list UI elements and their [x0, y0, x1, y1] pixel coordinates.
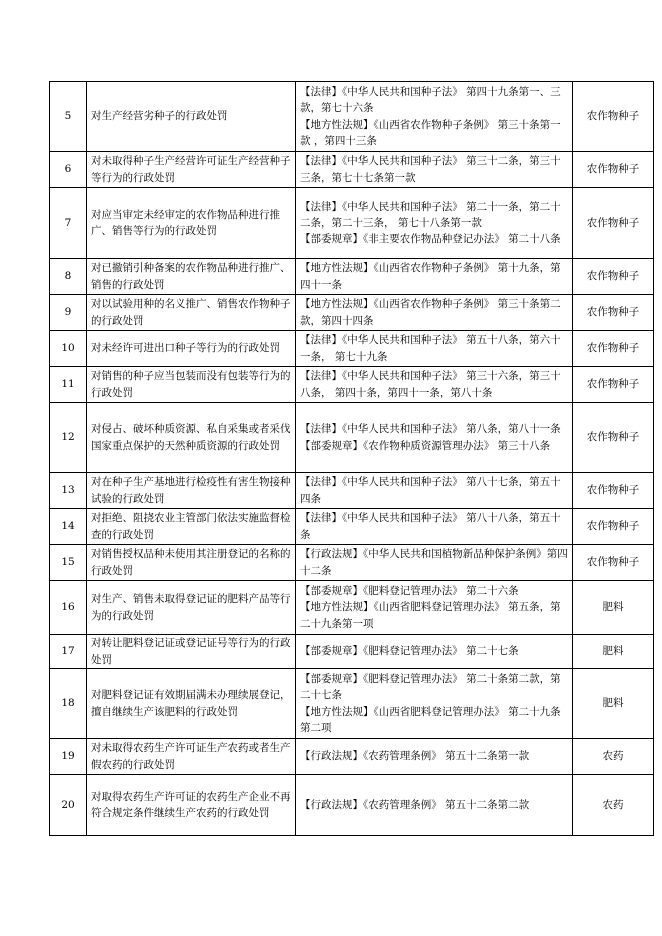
table-row — [50, 367, 654, 403]
table-body — [50, 82, 654, 836]
table-row — [50, 635, 654, 669]
legal-basis-line: 【行政法规】《农药管理条例》 第五十二条第一款 — [300, 750, 530, 763]
table-row — [50, 295, 654, 331]
row-number: 14 — [50, 509, 87, 545]
legal-basis-line: 【部委规章】《肥料登记管理办法》 第二十六条 — [300, 585, 519, 598]
legal-basis-line: 【法律】《中华人民共和国种子法》 第三十二条，第三十三条，第七十七条第一款 — [300, 155, 561, 184]
table-row — [50, 403, 654, 473]
table-row — [50, 188, 654, 259]
table-row — [50, 473, 654, 509]
category: 农作物种子 — [573, 82, 654, 152]
row-number: 5 — [50, 82, 87, 152]
legal-basis-line: 【法律】《中华人民共和国种子法》 第四十九条第一、三款，第七十六条 — [300, 85, 561, 115]
legal-basis-line: 【部委规章】《肥料登记管理办法》 第二十条第二款，第二十七条 — [300, 672, 561, 702]
legal-basis — [296, 367, 573, 403]
row-number: 6 — [50, 152, 87, 188]
category: 农作物种子 — [573, 545, 654, 581]
legal-basis-line: 【法律】《中华人民共和国种子法》 第三十六条，第三十八条， 第四十条，第四十一条，第八十条 — [300, 370, 561, 399]
category: 农作物种子 — [573, 403, 654, 473]
penalty-item: 对生产、销售未取得登记证的肥料产品等行为的行政处罚 — [87, 581, 296, 635]
table-row — [50, 82, 654, 152]
penalty-item: 对生产经营劣种子的行政处罚 — [87, 82, 296, 152]
table-row — [50, 775, 654, 836]
table-row — [50, 152, 654, 188]
legal-basis — [296, 295, 573, 331]
row-number: 15 — [50, 545, 87, 581]
penalty-item: 对侵占、破坏种质资源、私自采集或者采伐国家重点保护的天然种质资源的行政处罚 — [87, 403, 296, 473]
legal-basis — [296, 82, 573, 152]
penalty-item: 对已撤销引种备案的农作物品种进行推广、销售的行政处罚 — [87, 259, 296, 295]
row-number: 12 — [50, 403, 87, 473]
penalty-item: 对肥料登记证有效期届满未办理续展登记，擅自继续生产该肥料的行政处罚 — [87, 669, 296, 739]
row-number: 7 — [50, 188, 87, 259]
legal-basis-line: 【法律】《中华人民共和国种子法》 第二十一条，第二十二条，第二十三条， 第七十八条第一款 — [300, 200, 561, 229]
legal-basis — [296, 331, 573, 367]
penalty-item: 对以试验用种的名义推广、销售农作物种子的行政处罚 — [87, 295, 296, 331]
penalty-item: 对销售的种子应当包装而没有包装等行为的行政处罚 — [87, 367, 296, 403]
row-number: 18 — [50, 669, 87, 739]
category: 肥料 — [573, 581, 654, 635]
legal-basis-line: 【地方性法规】《山西省肥料登记管理办法》 第五条，第二十九条第一项 — [300, 601, 561, 630]
legal-basis — [296, 739, 573, 775]
legal-basis-line: 【法律】《中华人民共和国种子法》 第五十八条，第六十一条， 第七十九条 — [300, 334, 561, 363]
table-row — [50, 739, 654, 775]
penalty-table — [49, 81, 654, 836]
row-number: 17 — [50, 635, 87, 669]
legal-basis-line: 【行政法规】《农药管理条例》 第五十二条第二款 — [300, 798, 530, 811]
row-number: 20 — [50, 775, 87, 836]
legal-basis-line: 【部委规章】《肥料登记管理办法》 第二十七条 — [300, 645, 519, 658]
legal-basis-line: 【地方性法规】《山西省农作物种子条例》 第三十条第二款，第四十四条 — [300, 298, 561, 327]
category: 农作物种子 — [573, 367, 654, 403]
legal-basis-line: 【行政法规】《中华人民共和国植物新品种保护条例》第四十二条 — [300, 548, 568, 577]
legal-basis — [296, 403, 573, 473]
legal-basis — [296, 581, 573, 635]
row-number: 10 — [50, 331, 87, 367]
category: 农作物种子 — [573, 331, 654, 367]
table-row — [50, 259, 654, 295]
legal-basis-line: 【部委规章】《非主要农作物品种登记办法》 第二十八条 — [300, 233, 561, 246]
legal-basis-line: 【法律】《中华人民共和国种子法》 第八十七条，第五十四条 — [300, 476, 561, 505]
legal-basis-line: 【地方性法规】《山西省农作物种子条例》 第十九条，第四十一条 — [300, 262, 561, 291]
legal-basis — [296, 473, 573, 509]
table-row — [50, 669, 654, 739]
table-row — [50, 581, 654, 635]
penalty-item: 对未取得农药生产许可证生产农药或者生产假农药的行政处罚 — [87, 739, 296, 775]
legal-basis — [296, 669, 573, 739]
legal-basis — [296, 775, 573, 836]
penalty-item: 对转让肥料登记证或登记证号等行为的行政处罚 — [87, 635, 296, 669]
category: 农作物种子 — [573, 152, 654, 188]
legal-basis — [296, 509, 573, 545]
penalty-item: 对应当审定未经审定的农作物品种进行推广、销售等行为的行政处罚 — [87, 188, 296, 259]
penalty-item: 对取得农药生产许可证的农药生产企业不再符合规定条件继续生产农药的行政处罚 — [87, 775, 296, 836]
penalty-item: 对未经许可进出口种子等行为的行政处罚 — [87, 331, 296, 367]
table-row — [50, 509, 654, 545]
legal-basis — [296, 188, 573, 259]
legal-basis-line: 【地方性法规】《山西省农作物种子条例》 第三十条第一款 ，第四十三条 — [300, 118, 561, 147]
row-number: 8 — [50, 259, 87, 295]
penalty-item: 对销售授权品种未使用其注册登记的名称的行政处罚 — [87, 545, 296, 581]
penalty-item: 对在种子生产基地进行检疫性有害生物接种试验的行政处罚 — [87, 473, 296, 509]
category: 农作物种子 — [573, 259, 654, 295]
legal-basis — [296, 152, 573, 188]
row-number: 9 — [50, 295, 87, 331]
row-number: 16 — [50, 581, 87, 635]
category: 农作物种子 — [573, 509, 654, 545]
penalty-item: 对拒绝、阻挠农业主管部门依法实施监督检查的行政处罚 — [87, 509, 296, 545]
legal-basis — [296, 635, 573, 669]
category: 农作物种子 — [573, 473, 654, 509]
table-row — [50, 545, 654, 581]
table-row — [50, 331, 654, 367]
legal-basis-line: 【法律】《中华人民共和国种子法》 第八条，第八十一条 — [300, 423, 561, 436]
row-number: 13 — [50, 473, 87, 509]
legal-basis — [296, 259, 573, 295]
legal-basis — [296, 545, 573, 581]
category: 农药 — [573, 775, 654, 836]
legal-basis-line: 【部委规章】《农作物种质资源管理办法》 第三十八条 — [300, 439, 551, 452]
legal-basis-line: 【地方性法规】《山西省肥料登记管理办法》 第二十九条第二项 — [300, 705, 561, 734]
penalty-item: 对未取得种子生产经营许可证生产经营种子等行为的行政处罚 — [87, 152, 296, 188]
row-number: 11 — [50, 367, 87, 403]
row-number: 19 — [50, 739, 87, 775]
category: 肥料 — [573, 635, 654, 669]
category: 农作物种子 — [573, 295, 654, 331]
category: 农作物种子 — [573, 188, 654, 259]
legal-basis-line: 【法律】《中华人民共和国种子法》 第八十八条，第五十条 — [300, 512, 561, 541]
category: 农药 — [573, 739, 654, 775]
category: 肥料 — [573, 669, 654, 739]
